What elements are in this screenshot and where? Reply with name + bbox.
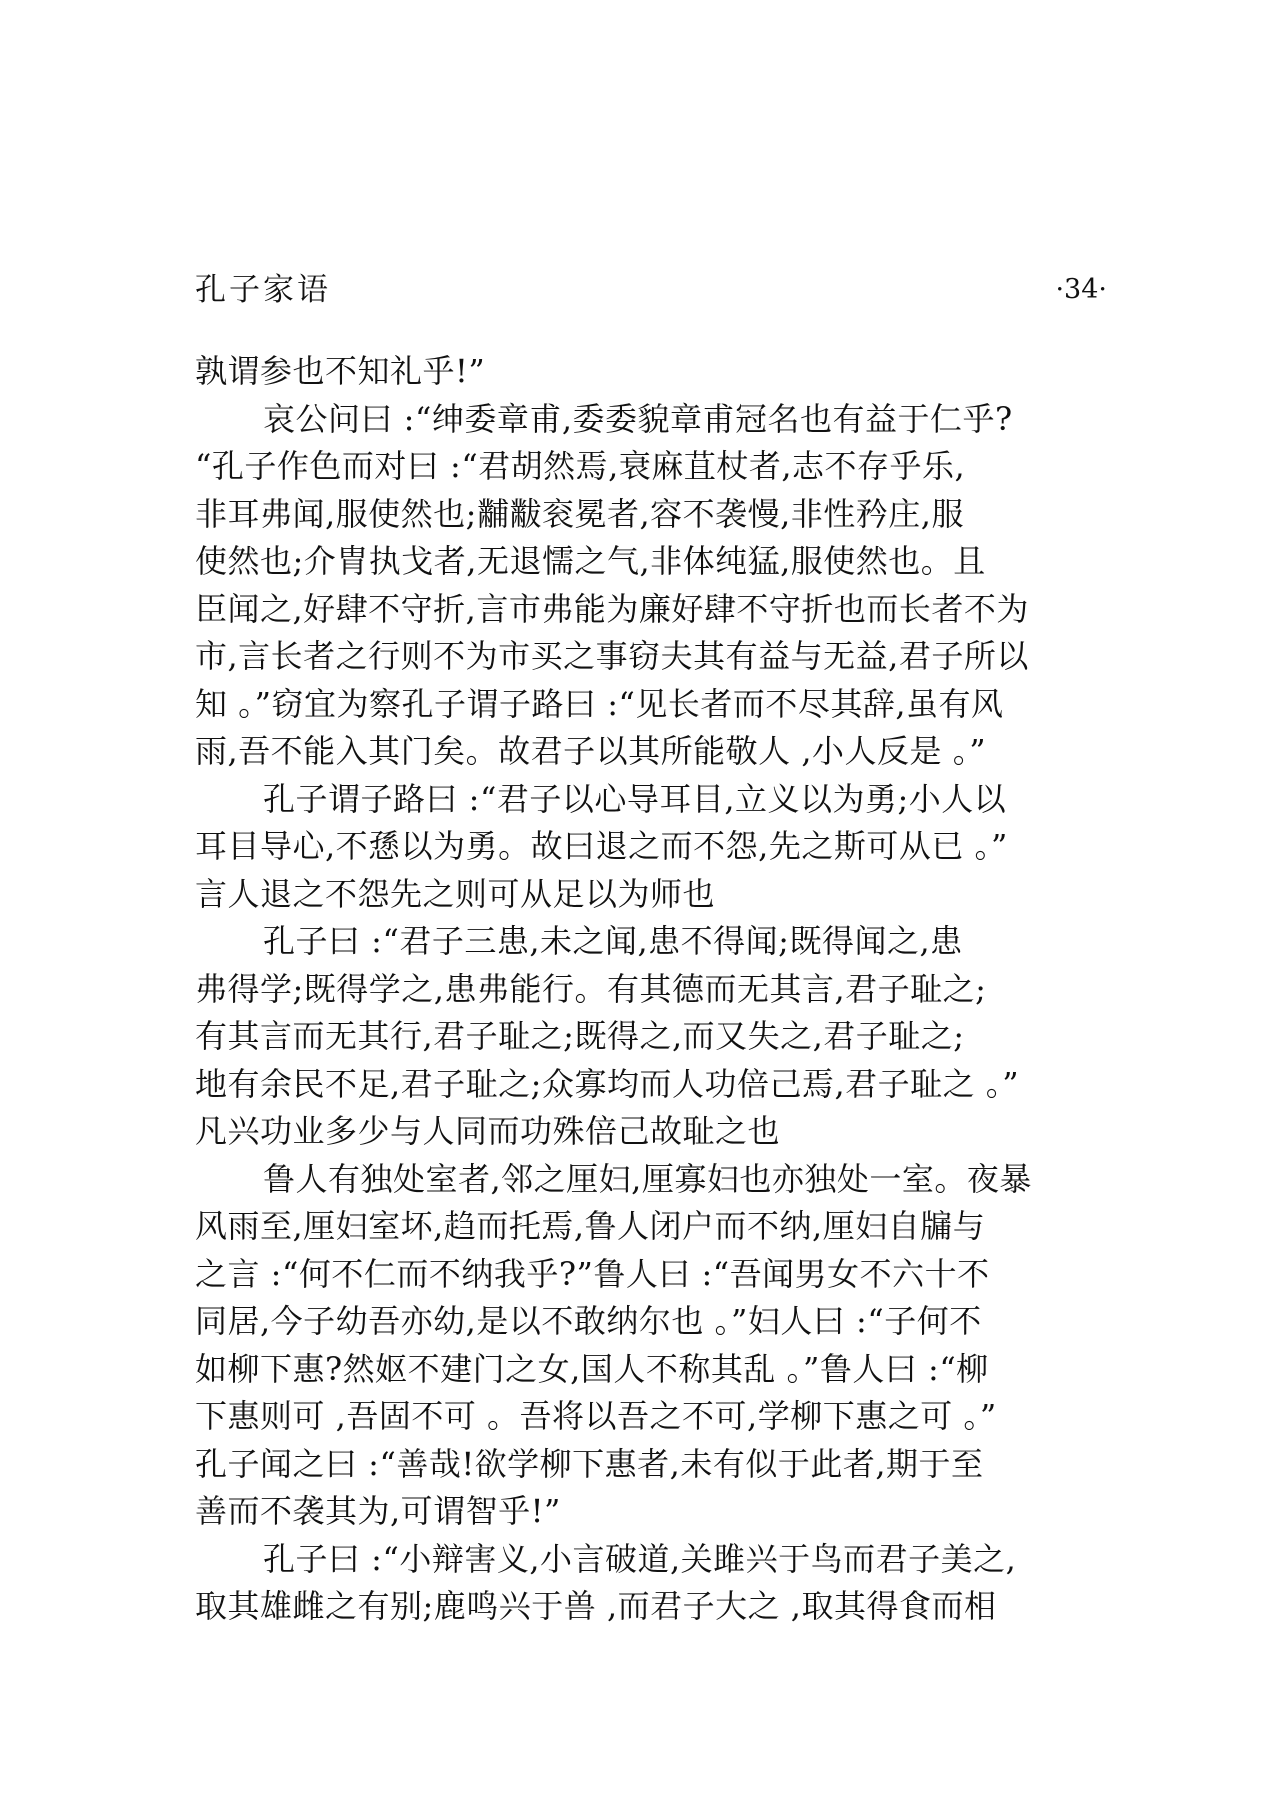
text-line: 有其言而无其行,君子耻之;既得之,而又失之,君子耻之; bbox=[195, 1017, 965, 1055]
text-line: 耳目导心,不愻以为勇。故曰退之而不怨,先之斯可从已 。” bbox=[195, 827, 1008, 865]
text-line: 风雨至,厘妇室坏,趋而托焉,鲁人闭户而不纳,厘妇自牖与 bbox=[195, 1207, 986, 1245]
body-text bbox=[195, 348, 1135, 1631]
text-line: 言人退之不怨先之则可从足以为师也 bbox=[195, 874, 716, 913]
text-line: 孔子曰 :“小辩害义,小言破道,关雎兴于鸟而君子美之, bbox=[263, 1539, 1017, 1578]
text-line: 孔子闻之曰 :“善哉!欲学柳下惠者,未有似于此者,期于至 bbox=[195, 1444, 984, 1483]
text-line: 之言 :“何不仁而不纳我乎?”鲁人曰 :“吾闻男女不六十不 bbox=[195, 1254, 990, 1293]
book-title: 孔子家语 bbox=[195, 272, 331, 308]
text-line: 非耳弗闻,服使然也;黼黻衮冕者,容不袭慢,非性矜庄,服 bbox=[195, 494, 964, 533]
text-line: 孔子谓子路曰 :“君子以心导耳目,立义以为勇;小人以 bbox=[263, 779, 1007, 818]
text-line: 雨,吾不能入其门矣。故君子以其所能敬人 ,小人反是 。” bbox=[195, 732, 987, 770]
text-line: 如柳下惠?然妪不建门之女,国人不称其乱 。”鲁人曰 :“柳 bbox=[195, 1349, 989, 1388]
text-line: 地有余民不足,君子耻之;众寡均而人功倍己焉,君子耻之 。” bbox=[195, 1064, 1020, 1103]
text-line: 哀公问曰 :“绅委章甫,委委貌章甫冠名也有益于仁乎? bbox=[263, 399, 1013, 438]
text-line: 市,言长者之行则不为市买之事窃夫其有益与无益,君子所以 bbox=[195, 637, 1029, 675]
text-line: 知 。”窃宜为察孔子谓子路曰 :“见长者而不尽其辞,虽有风 bbox=[195, 684, 1004, 723]
text-line: 取其雄雌之有别;鹿鸣兴于兽 ,而君子大之 ,取其得食而相 bbox=[195, 1587, 997, 1625]
text-line: 使然也;介胄执戈者,无退懦之气,非体纯猛,服使然也。且 bbox=[195, 542, 986, 580]
page-header bbox=[195, 268, 1107, 312]
text-line: “孔子作色而对曰 :“君胡然焉,衰麻苴杖者,志不存乎乐, bbox=[195, 447, 966, 485]
text-line: 同居,今子幼吾亦幼,是以不敢纳尔也 。”妇人曰 :“子何不 bbox=[195, 1302, 982, 1340]
text-line: 孰谓参也不知礼乎!” bbox=[195, 352, 486, 390]
text-line: 善而不袭其为,可谓智乎!” bbox=[195, 1492, 561, 1530]
text-line: 弗得学;既得学之,患弗能行。有其德而无其言,君子耻之; bbox=[195, 969, 987, 1008]
page-number: ·34· bbox=[1055, 274, 1107, 305]
text-line: 凡兴功业多少与人同而功殊倍己故耻之也 bbox=[195, 1112, 781, 1150]
text-line: 下惠则可 ,吾固不可 。吾将以吾之不可,学柳下惠之可 。” bbox=[195, 1397, 997, 1435]
text-line: 臣闻之,好肆不守折,言市弗能为廉好肆不守折也而长者不为 bbox=[195, 589, 1029, 628]
text-line: 孔子曰 :“君子三患,未之闻,患不得闻;既得闻之,患 bbox=[263, 922, 963, 960]
text-line: 鲁人有独处室者,邻之厘妇,厘寡妇也亦独处一室。夜暴 bbox=[263, 1159, 1032, 1198]
